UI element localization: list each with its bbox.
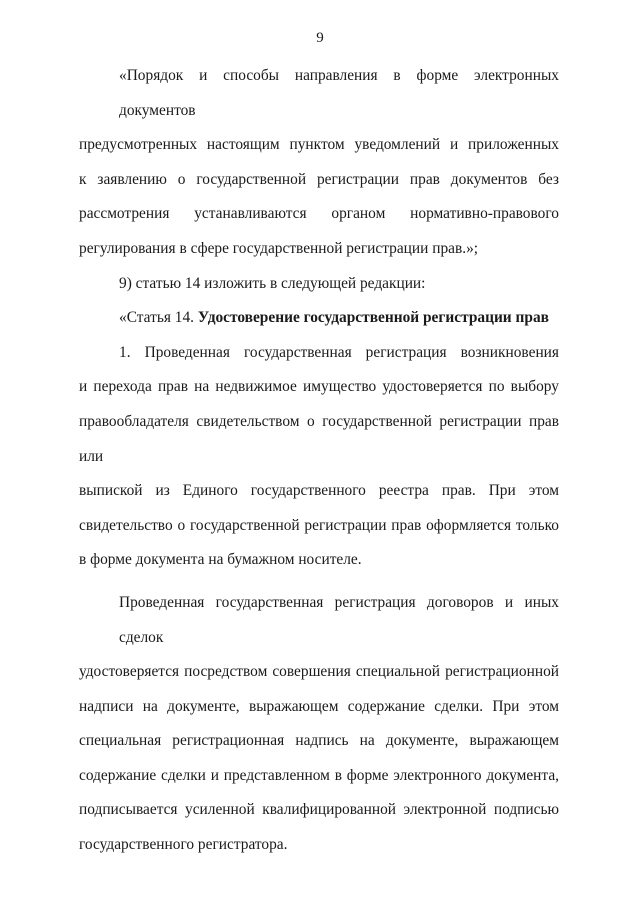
text-line: надписи на документе, выражающем содержание сделки. При этом (79, 697, 559, 715)
text-line: правообладателя свидетельством о государственной регистрации прав или (79, 412, 559, 465)
text-line: свидетельство о государственной регистрации прав оформляется только (79, 516, 559, 534)
text-line: 1. Проведенная государственная регистрация возникновения (119, 343, 559, 361)
text-line: регулирования в сфере государственной регистрации прав.»; (79, 239, 479, 257)
text-line: государственного регистратора. (79, 836, 288, 854)
text-line: удостоверяется посредством совершения специальной регистрационной (79, 663, 559, 681)
text-line: подписывается усиленной квалифицированной электронной подписью (79, 801, 559, 819)
text-line: в форме документа на бумажном носителе. (79, 551, 362, 569)
page-number: 9 (316, 30, 324, 46)
text-line: специальная регистрационная надпись на документе, выражающем (79, 732, 559, 750)
text-line: предусмотренных настоящим пунктом уведомлений и приложенных (79, 136, 559, 154)
paragraph-registration (79, 336, 559, 578)
article-title: Удостоверение государственной регистрации прав (197, 309, 549, 327)
paragraph-procedure (79, 59, 559, 267)
text-line: выпиской из Единого государственного реестра прав. При этом (79, 482, 559, 500)
text-line: «Порядок и способы направления в форме электронных документов (119, 67, 559, 119)
text-line: рассмотрения устанавливаются органом нормативно-правового (79, 205, 559, 223)
document-body (79, 59, 559, 863)
paragraph-deals (79, 586, 559, 863)
text-line: к заявлению о государственной регистрации прав документов без (79, 170, 559, 188)
article-number: «Статья 14. (119, 309, 198, 327)
text-line: Проведенная государственная регистрация договоров и иных сделок (119, 593, 559, 646)
article-heading (79, 301, 559, 336)
paragraph-amendment: 9) статью 14 изложить в следующей редакции: (119, 274, 426, 292)
text-line: и перехода прав на недвижимое имущество удостоверяется по выбору (79, 378, 559, 396)
text-line: содержание сделки и представленном в форме электронного документа, (79, 766, 559, 784)
